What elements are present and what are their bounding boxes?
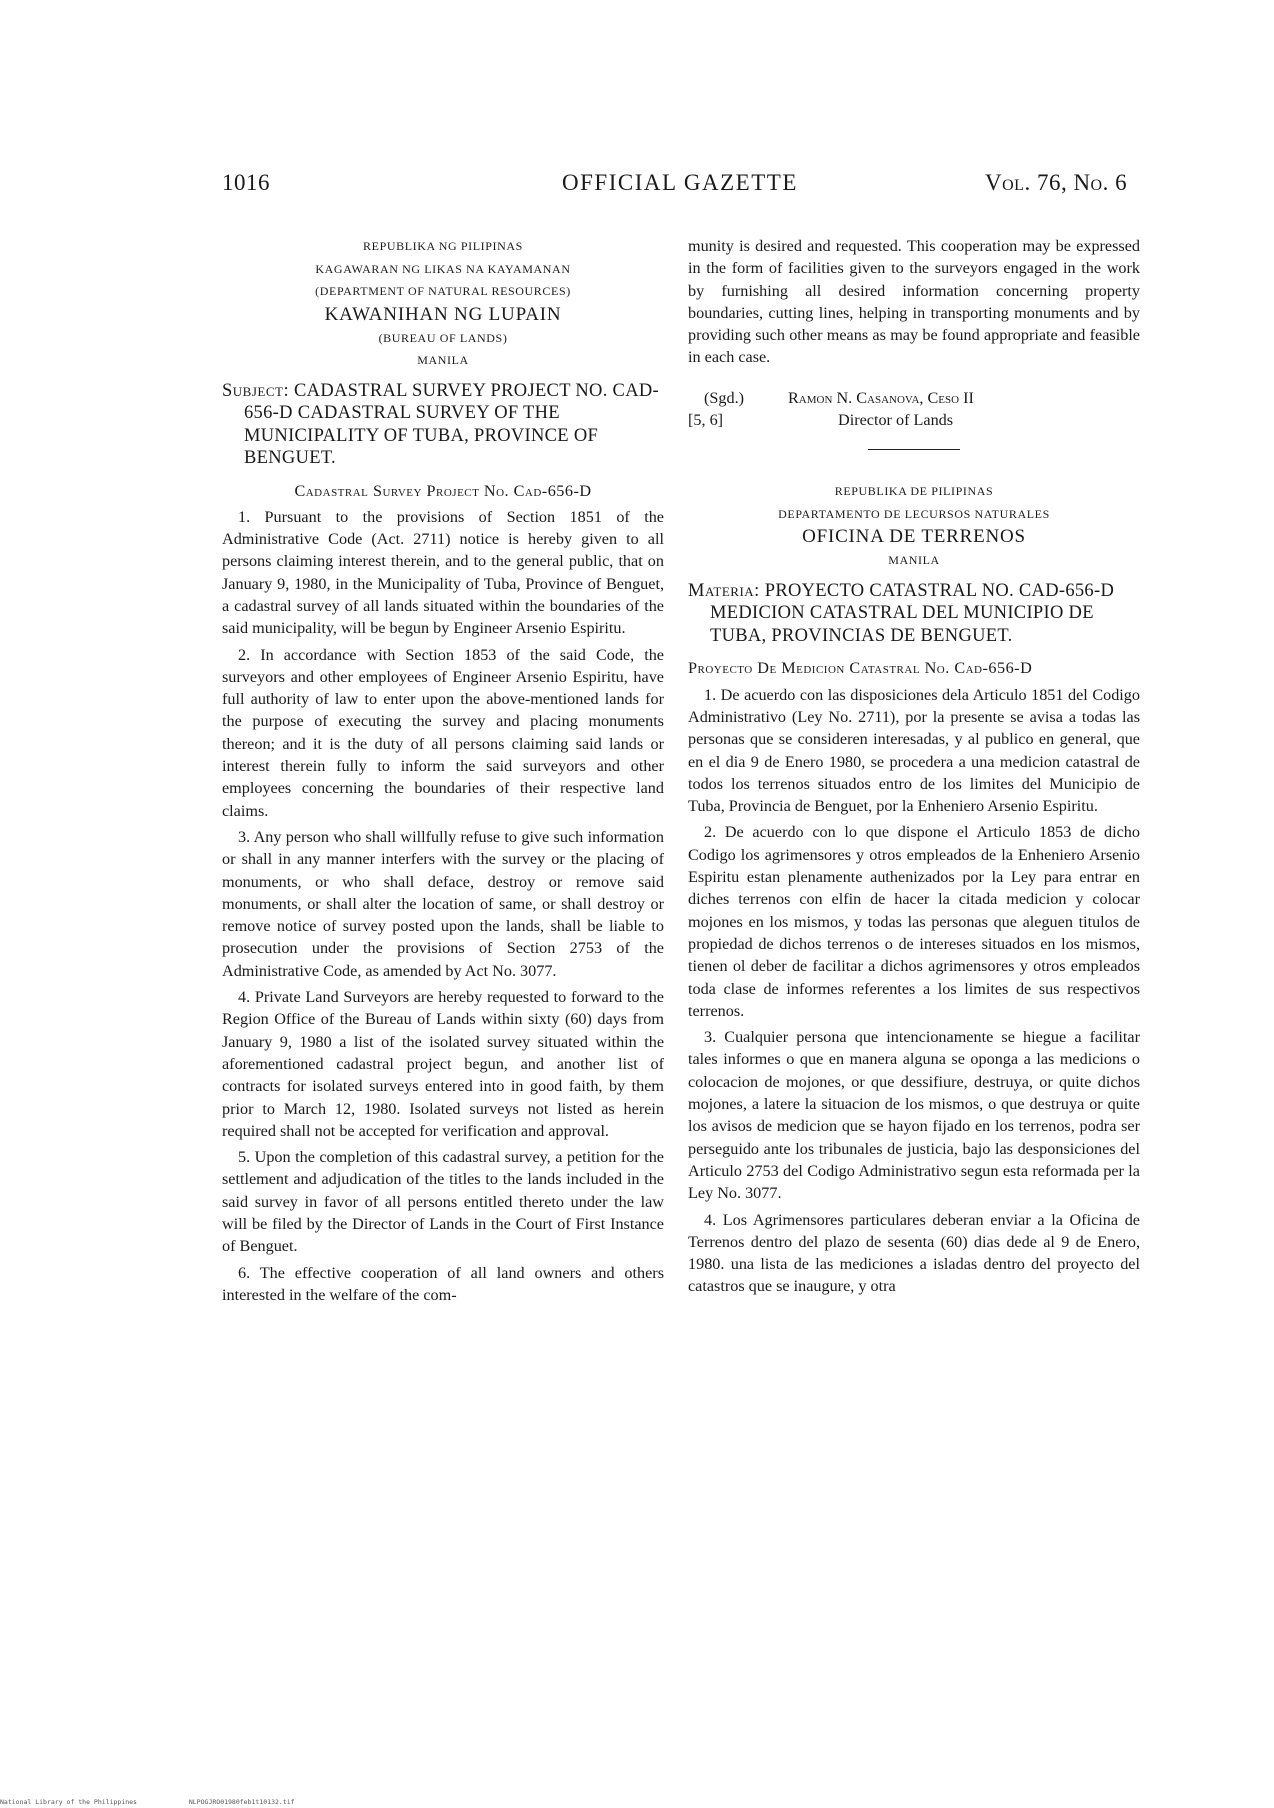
english-notice-column [222,235,664,1310]
file-name: NLPOGJRO01980feb1t10132.tif [188,1798,295,1806]
agency-line: REPUBLIKA NG PILIPINAS [363,239,523,253]
project-line: Proyecto De Medicion Catastral No. Cad-656-D [688,659,1033,678]
sgd-mark: (Sgd.) [704,388,745,407]
notice-paragraph: 5. Upon the completion of this cadastral survey, a petition for the settlement and adjudication of the titles to the lands included in the said survey in favor of all persons entitled thereto under the law will be filed by the Director of Lands in the Court of First Instance of Benguet. [222,1148,664,1256]
notice-paragraph: 1. De acuerdo con las disposiciones dela Articulo 1851 del Codigo Administrativo (Ley No. 2711), por la presente se avisa a todas las personas que se consideren interesadas, y al publico en general, que en el dia 9 de Enero 1980, se procedera a una medicion catastral de todos los terrenos situados entro de los limites del Municipio de Tuba, Provincia de Benguet, por la Enheniero Arsenio Espiritu. [688,685,1140,816]
agency-line: REPUBLIKA DE PILIPINAS [834,484,994,499]
notice-paragraph: 4. Los Agrimensores particulares deberan enviar a la Oficina de Terrenos dentro del plazo de sesenta (60) dias dede al 9 de Enero, 1980. una lista de las mediciones a isladas dentro del proyecto del catastros que se inaugure, y otra [688,1210,1140,1296]
subject-heading [688,580,1140,648]
notice-paragraph: 2. In accordance with Section 1853 of the said Code, the surveyors and other employees of Engineer Arsenio Espiritu, have full authority of law to enter upon the above-mentioned lands for the purpose of executing the survey and placing monuments thereon; and it is the duty of all persons claiming said lands or interest therein fully to inform the said surveyors and other employees concerning the boundaries of their respective land claims. [222,645,664,820]
volume-number: Vol. 76, No. 6 [985,170,1128,195]
publication-title: OFFICIAL GAZETTE [562,170,798,195]
subject-label: Materia: [688,580,760,601]
notice-paragraph: 6. The effective cooperation of all land owners and others interested in the welfare of the com- [222,1263,664,1304]
bureau-name: KAWANIHAN NG LUPAIN [324,303,562,325]
signatory-title: Director of Lands [838,411,954,430]
section-divider [868,449,960,450]
library-credit: National Library of the Philippines [0,1798,137,1806]
page-number: 1016 [222,170,270,195]
agency-line: DEPARTAMENTO DE LECURSOS NATURALES [778,506,1050,521]
city: MANILA [417,353,469,367]
issue-numbers: [5, 6] [688,411,724,430]
notice-paragraph: 4. Private Land Surveyors are hereby requested to forward to the Region Office of the Bureau of Lands within sixty (60) days from January 9, 1980 a list of the isolated survey situated within the aforementioned cadastral project begun, and another list of contracts for isolated surveys entered into in good faith, by them prior to March 12, 1980. Isolated surveys not listed as herein required shall not be accepted for verification and approval. [222,988,664,1140]
bureau-translation: (BUREAU OF LANDS) [378,330,508,345]
notice-paragraph: 3. Any person who shall willfully refuse to give such information or shall in any manner interfers with the survey or the placing of monuments, or who shall deface, destroy or remove said monuments, or shall alter the location of same, or shall destroy or remove notice of survey posted upon the lands, shall be liable to prosecution under the provisions of Section 2753 of the Administrative Code, as amended by Act No. 3077. [222,827,664,980]
project-line: Cadastral Survey Project No. Cad-656-D [294,481,592,500]
city: MANILA [888,553,940,568]
subject-text: CADASTRAL SURVEY PROJECT NO. CAD-656-D CADASTRAL SURVEY OF THE MUNICIPALITY OF TUBA, PROVINCE OF BENGUET. [244,380,659,468]
notice-paragraph: 1. Pursuant to the provisions of Section 1851 of the Administrative Code (Act. 2711) notice is hereby given to all persons claiming interest therein, and to the general public, that on January 9, 1980, in the Municipality of Tuba, Province of Benguet, a cadastral survey of all lands situated within the boundaries of the said municipality, will be begun by Engineer Arsenio Espiritu. [222,507,664,638]
subject-text: PROYECTO CATASTRAL NO. CAD-656-D MEDICION CATASTRAL DEL MUNICIPIO DE TUBA, PROVINCIAS DE BENGUET. [710,580,1115,646]
signatory-name: Ramon N. Casanova, Ceso II [788,388,974,407]
agency-line: (DEPARTMENT OF NATURAL RESOURCES) [315,284,571,298]
agency-line: KAGAWARAN NG LIKAS NA KAYAMANAN [315,261,571,276]
notice-paragraph: 3. Cualquier persona que intencionamente se hiegue a facilitar tales informes o que en manera alguna se oponga a las medicions o colocacion de mojones, or que dessifiure, destruya, or quite dichos mojones, a latere la situacion de los mismos, o que destruya or quite los avisos de medicion que se hayon fijado en los terrenos, podra ser perseguido ante los tribunales de justicia, bajo las desponsiciones del Articulo 2753 del Codigo Administrativo segun esta reformada per la Ley No. 3077. [688,1028,1140,1203]
spanish-notice-column [688,235,1140,1302]
office-name: OFICINA DE TERRENOS [802,526,1026,548]
subject-label: Subject: [222,380,290,401]
scan-footer [0,1798,343,1806]
notice-paragraph: 2. De acuerdo con lo que dispone el Articulo 1853 de dicho Codigo los agrimensores y otros empleados de la Enheniero Arsenio Espiritu estan plenamente authenizados por la Ley para entrar en diches terrenos con elfin de hacer la citada medicion y colocar mojones en los mismos, y todas las personas que aleguen titulos de propiedad de dichos terrenos o de intereses situados en los mismos, tienen ol deber de facilitar a dichos agrimensores y otros empleados toda clase de informes referentes a los limites de sus respectivos terrenos. [688,823,1140,1020]
subject-heading [222,380,664,470]
signature-block [688,387,1140,432]
notice-paragraph-continued: munity is desired and requested. This cooperation may be expressed in the form of facilities given to the surveyors engaged in the work by furnishing all desired information concerning property boundaries, cutting lines, helping in transporting monuments and by providing such other means as may be found appropriate and feasible in each case. [688,237,1140,367]
